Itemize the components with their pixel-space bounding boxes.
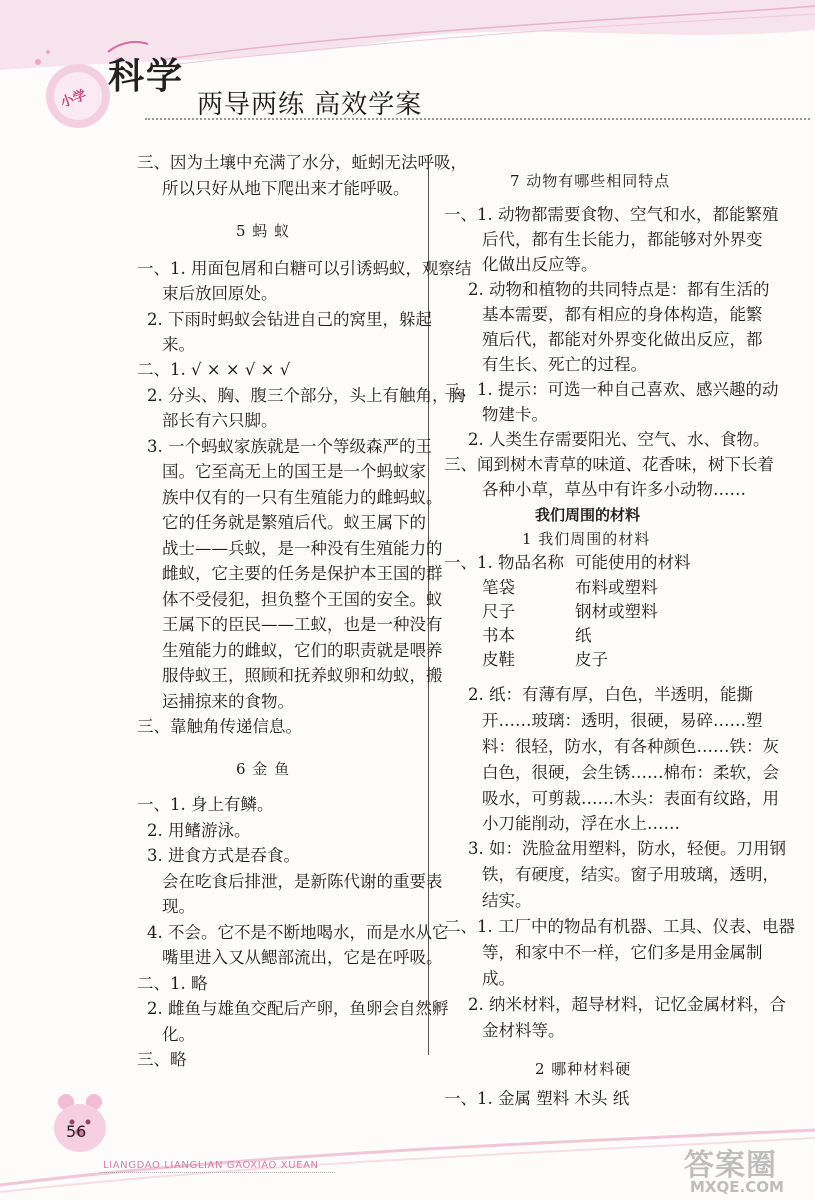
table-header-material: 可能使用的材料 <box>575 553 691 572</box>
answer-line: 2. 纳米材料，超导材料，记忆金属材料，合 <box>468 995 786 1014</box>
answer-line: 它的任务就是繁殖后代。蚁王属下的 <box>162 513 426 532</box>
header-dotted-rule <box>145 118 810 120</box>
answer-line: 3. 一个蚂蚁家族就是一个等级森严的王 <box>147 437 432 456</box>
answer-line: 3. 如：洗脸盆用塑料，防水，轻便。刀用钢 <box>468 839 786 858</box>
answer-line: 现。 <box>162 897 195 916</box>
answer-line: 来。 <box>162 335 195 354</box>
table-header-item: 一、1. 物品名称 <box>444 553 564 572</box>
answer-line: 二、1. √ × × √ × √ <box>137 360 291 379</box>
answer-line: 三、靠触角传递信息。 <box>137 717 302 736</box>
answer-line: 会在吃食后排泄，是新陈代谢的重要表 <box>162 872 443 891</box>
table-cell-item: 笔袋 <box>482 578 515 597</box>
table-cell-material: 钢材或塑料 <box>575 602 658 621</box>
series-pinyin: LIANGDAO LIANGLIAN GAOXIAO XUEAN <box>103 1160 319 1171</box>
answer-line: 运捕掠来的食物。 <box>162 692 294 711</box>
answer-line: 一、1. 用面包屑和白糖可以引诱蚂蚁，观察结 <box>137 259 472 278</box>
logo-small-text: 小学 <box>58 87 89 111</box>
section-heading: 2 哪种材料硬 <box>535 1060 632 1078</box>
answer-line: 王属下的臣民——工蚁，也是一种没有 <box>162 615 443 634</box>
answer-line: 铁，有硬度，结实。窗子用玻璃，透明， <box>482 865 779 884</box>
answer-line: 战士——兵蚁，是一种没有生殖能力的 <box>162 539 443 558</box>
answer-line: 三、闻到树木青草的味道、花香味，树下长着 <box>444 455 774 474</box>
answer-line: 殖后代，都能对外界变化做出反应，都 <box>482 330 763 349</box>
answer-line: 族中仅有的一只有生殖能力的雌蚂蚁。 <box>162 488 443 507</box>
series-title: 两导两练 高效学案 <box>197 90 423 120</box>
answer-line: 体不受侵犯，担负整个王国的安全。蚁 <box>162 590 443 609</box>
answer-line: 成。 <box>482 969 515 988</box>
answer-line: 后代，都有生长能力，都能够对外界变 <box>482 230 763 249</box>
answer-line: 所以只好从地下爬出来才能呼吸。 <box>162 179 410 198</box>
section-heading: 7 动物有哪些相同特点 <box>510 172 671 190</box>
answer-line: 物建卡。 <box>482 405 548 424</box>
answer-line: 料：很轻，防水，有各种颜色……铁：灰 <box>482 737 779 756</box>
answer-line: 2. 人类生存需要阳光、空气、水、食物。 <box>468 430 770 449</box>
answer-line: 2. 用鳍游泳。 <box>147 821 251 840</box>
answer-line: 开……玻璃：透明，很硬，易碎……塑 <box>482 711 763 730</box>
answer-line: 各种小草，草丛中有许多小动物…… <box>482 480 746 499</box>
answer-line: 化做出反应等。 <box>482 255 598 274</box>
answer-line: 基本需要，都有相应的身体构造，能繁 <box>482 305 763 324</box>
watermark-logo: 答案圈 <box>684 1148 777 1183</box>
footer-dotted-rule <box>100 1172 335 1173</box>
answer-line: 一、1. 金属 塑料 木头 纸 <box>444 1089 630 1108</box>
answer-line: 等，和家中不一样，它们多是用金属制 <box>482 943 763 962</box>
table-cell-item: 尺子 <box>482 602 515 621</box>
answer-line: 三、略 <box>137 1050 187 1069</box>
answer-line: 化。 <box>162 1025 195 1044</box>
answer-line: 二、1. 工厂中的物品有机器、工具、仪表、电器 <box>444 917 795 936</box>
answer-line: 三、因为土壤中充满了水分，蚯蚓无法呼吸， <box>137 153 467 172</box>
answer-line: 一、1. 身上有鳞。 <box>137 795 274 814</box>
answer-line: 2. 雌鱼与雄鱼交配后产卵，鱼卵会自然孵 <box>147 999 449 1018</box>
answer-line: 金材料等。 <box>482 1021 565 1040</box>
answer-line: 生殖能力的雌蚁，它们的职责就是喂养 <box>162 641 443 660</box>
watermark-url: MXQE.COM <box>690 1178 784 1196</box>
answer-line: 二、1. 略 <box>137 974 208 993</box>
answer-line: 部长有六只脚。 <box>162 411 278 430</box>
table-cell-material: 布料或塑料 <box>575 578 658 597</box>
unit-heading: 我们周围的材料 <box>535 506 641 524</box>
section-heading: 6 金 鱼 <box>236 760 291 778</box>
section-heading: 5 蚂 蚁 <box>236 222 291 240</box>
answer-line: 2. 分头、胸、腹三个部分，头上有触角，胸 <box>147 386 465 405</box>
answer-line: 4. 不会。它不是不断地喝水，而是水从它 <box>147 923 449 942</box>
table-cell-item: 皮鞋 <box>482 650 515 669</box>
answer-line: 2. 下雨时蚂蚁会钻进自己的窝里，躲起 <box>147 310 432 329</box>
answer-line: 服侍蚁王，照顾和抚养蚁卵和幼蚁，搬 <box>162 666 443 685</box>
answer-line: 白色，很硬，会生锈……棉布：柔软，会 <box>482 763 779 782</box>
answer-line: 雌蚁，它主要的任务是保护本王国的群 <box>162 564 443 583</box>
answer-line: 小刀能削动，浮在水上…… <box>482 814 680 833</box>
answer-line: 束后放回原处。 <box>162 284 278 303</box>
table-cell-material: 皮子 <box>575 650 608 669</box>
answer-line: 一、1. 动物都需要食物、空气和水，都能繁殖 <box>444 205 779 224</box>
section-heading: 1 我们周围的材料 <box>522 530 651 548</box>
answer-line: 二、1. 提示：可选一种自己喜欢、感兴趣的动 <box>444 380 779 399</box>
table-cell-material: 纸 <box>575 626 592 645</box>
answer-line: 国。它至高无上的国王是一个蚂蚁家 <box>162 462 426 481</box>
answer-line: 3. 进食方式是吞食。 <box>147 846 300 865</box>
answer-line: 有生长、死亡的过程。 <box>482 355 647 374</box>
answer-line: 2. 纸：有薄有厚，白色，半透明，能撕 <box>468 685 753 704</box>
logo-subject: 科学 <box>108 56 185 97</box>
answer-line: 2. 动物和植物的共同特点是：都有生活的 <box>468 280 770 299</box>
page-number: 56 <box>66 1122 87 1141</box>
answer-line: 结实。 <box>482 891 532 910</box>
answer-line: 嘴里进入又从鳃部流出，它是在呼吸。 <box>162 948 443 967</box>
table-cell-item: 书本 <box>482 626 515 645</box>
answer-line: 吸水，可剪裁……木头：表面有纹路，用 <box>482 789 779 808</box>
